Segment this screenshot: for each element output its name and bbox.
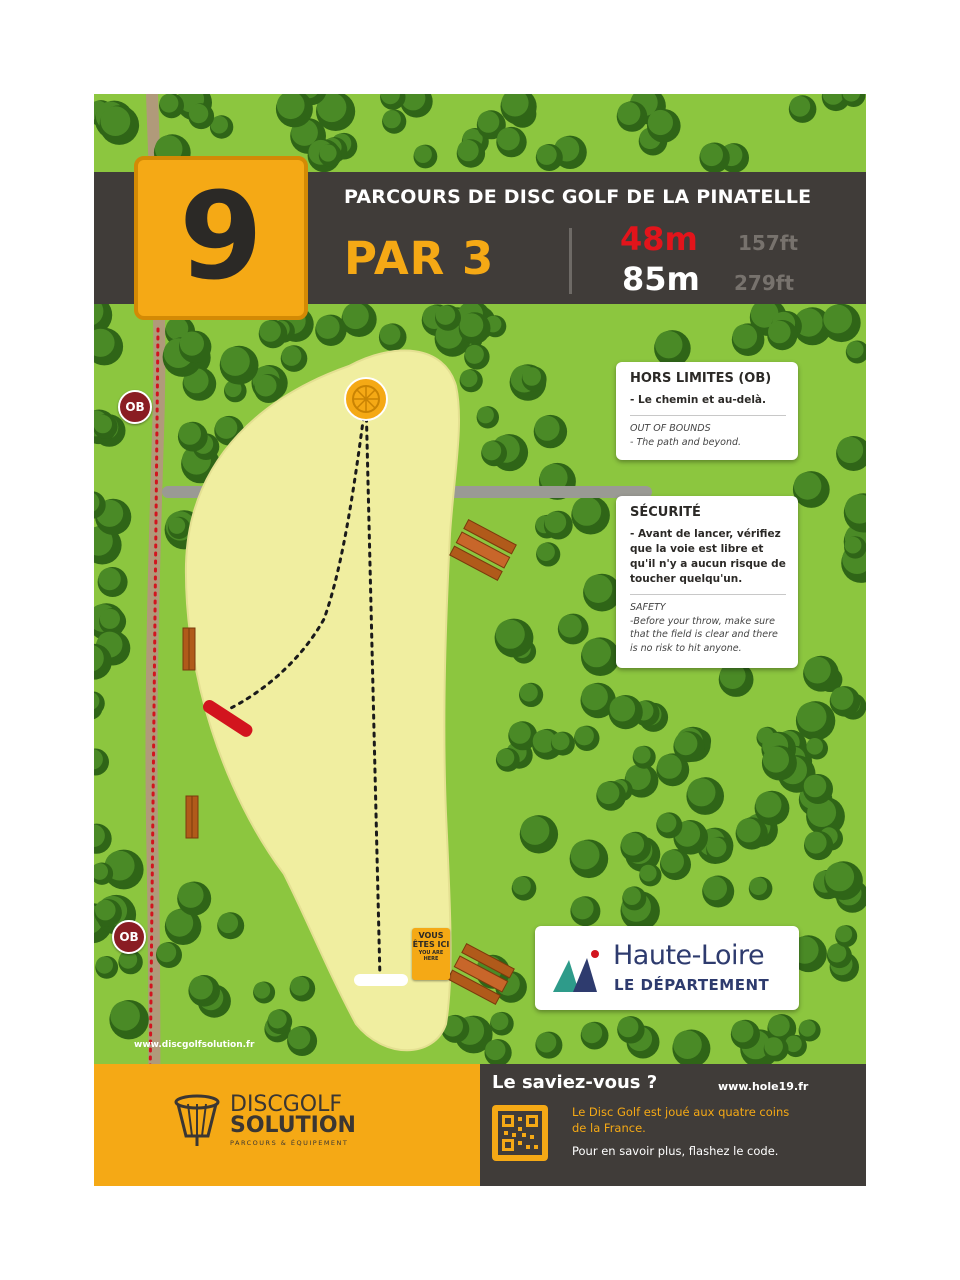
tree-highlight xyxy=(581,1022,602,1043)
tree-highlight xyxy=(703,876,727,900)
footer-heading: Le saviez-vous ? xyxy=(492,1072,658,1093)
tree-highlight xyxy=(763,746,789,772)
tree-highlight xyxy=(189,104,208,123)
tree-highlight xyxy=(179,422,201,444)
tree-highlight xyxy=(255,375,277,397)
tree-highlight xyxy=(552,732,570,750)
tree-highlight xyxy=(414,145,432,163)
footer-info-panel xyxy=(480,1064,866,1186)
tree-highlight xyxy=(707,838,727,858)
tree-highlight xyxy=(215,417,237,439)
tree-highlight xyxy=(465,345,484,364)
qr-code-icon xyxy=(492,1105,548,1161)
tree-highlight xyxy=(673,1030,702,1059)
qr-code[interactable] xyxy=(492,1105,548,1161)
tree-highlight xyxy=(700,143,723,166)
fact-text: Le Disc Golf est joué aux quatre coins de la France. xyxy=(572,1105,790,1135)
hole-number-badge xyxy=(134,156,308,320)
tree-highlight xyxy=(831,687,854,710)
tree-highlight xyxy=(657,813,676,832)
tree-highlight xyxy=(268,1010,287,1029)
safety-card-title-en: SAFETY xyxy=(630,602,666,613)
discgolf-basket-logo-icon xyxy=(174,1092,220,1148)
ob-card-divider xyxy=(630,415,786,416)
safety-card-title: SÉCURITÉ xyxy=(630,505,701,520)
tree-highlight xyxy=(674,732,697,755)
tree-highlight xyxy=(572,497,601,526)
tree-highlight xyxy=(521,816,550,845)
tree-highlight xyxy=(94,415,112,433)
tree-highlight xyxy=(522,367,541,386)
tree-highlight xyxy=(110,1001,140,1031)
tree-highlight xyxy=(491,1012,509,1030)
tree-highlight xyxy=(823,305,852,334)
ob-card-title: HORS LIMITES (OB) xyxy=(630,371,772,386)
tree-highlight xyxy=(633,746,650,763)
hole-number: 9 xyxy=(179,168,263,307)
tree-highlight xyxy=(290,977,309,996)
tree-highlight xyxy=(617,102,640,125)
tree-highlight xyxy=(457,140,478,161)
tree-highlight xyxy=(535,416,560,441)
tree-highlight xyxy=(575,726,594,745)
bench-2 xyxy=(186,796,198,838)
tree-highlight xyxy=(581,684,608,711)
cta-text: Pour en savoir plus, flashez le code. xyxy=(572,1144,779,1158)
par-label: PAR 3 xyxy=(344,232,495,285)
tree-highlight xyxy=(221,347,250,376)
tree-highlight xyxy=(621,833,644,856)
tree-highlight xyxy=(478,111,500,133)
tree-highlight xyxy=(157,943,177,963)
tree-highlight xyxy=(169,517,186,534)
tree-highlight xyxy=(571,897,593,919)
brand-line2: SOLUTION xyxy=(230,1113,356,1138)
tree-highlight xyxy=(836,926,853,943)
ob-card-text-en: - The path and beyond. xyxy=(630,436,742,448)
tree-highlight xyxy=(545,512,567,534)
tree-highlight xyxy=(648,110,673,135)
tree-highlight xyxy=(496,620,525,649)
tree-highlight xyxy=(768,321,791,344)
tree-highlight xyxy=(623,887,641,905)
tree-highlight xyxy=(178,882,204,908)
tree-highlight xyxy=(657,754,682,779)
tree-highlight xyxy=(794,472,822,500)
tree-highlight xyxy=(571,840,600,869)
sponsor-name: Haute-Loire xyxy=(613,940,765,971)
basket-icon xyxy=(345,378,387,420)
brand-tagline: PARCOURS & ÉQUIPEMENT xyxy=(230,1139,349,1147)
tree-highlight xyxy=(96,957,113,974)
tree-highlight xyxy=(180,332,204,356)
tree-highlight xyxy=(520,683,538,701)
ob-card-text-fr: - Le chemin et au-delà. xyxy=(630,394,766,406)
safety-card-divider xyxy=(630,594,786,595)
tree-highlight xyxy=(661,850,684,873)
tree-highlight xyxy=(806,738,823,755)
distance-short-m: 48m xyxy=(620,220,698,258)
tree-highlight xyxy=(797,702,827,732)
footer-brand-panel xyxy=(94,1064,480,1186)
tree-highlight xyxy=(790,96,811,117)
tree-highlight xyxy=(497,749,515,767)
tree-highlight xyxy=(537,145,557,165)
tree-highlight xyxy=(618,1017,639,1038)
tree-highlight xyxy=(804,775,827,798)
tree-highlight xyxy=(733,324,758,349)
tree-highlight xyxy=(482,441,501,460)
tree-highlight xyxy=(259,320,281,342)
tree-highlight xyxy=(319,144,336,161)
tree-highlight xyxy=(316,315,340,339)
safety-card-text-en: -Before your throw, make sure that the field is clear and there is no risk to hit anyone. xyxy=(630,615,778,654)
sponsor-subtitle: LE DÉPARTEMENT xyxy=(614,976,770,994)
tree-highlight xyxy=(342,303,368,329)
out-of-bounds-card xyxy=(616,362,798,460)
distance-long-ft: 279ft xyxy=(734,271,795,295)
tree-highlight xyxy=(756,792,782,818)
tree-highlight xyxy=(512,877,530,895)
tree-highlight xyxy=(610,696,636,722)
tree-highlight xyxy=(805,832,827,854)
you-are-here-fr: VOUS ÊTES ICI xyxy=(412,931,450,949)
course-title: PARCOURS DE DISC GOLF DE LA PINATELLE xyxy=(344,186,812,208)
tree-highlight xyxy=(477,407,494,424)
tree-highlight xyxy=(254,982,271,999)
tree-highlight xyxy=(497,128,520,151)
tree-highlight xyxy=(380,324,401,345)
ob-marker-bottom: OB xyxy=(112,920,146,954)
tree-highlight xyxy=(537,543,555,561)
tree-highlight xyxy=(584,575,612,603)
tree-highlight xyxy=(732,1020,754,1042)
tree-highlight xyxy=(825,862,854,891)
tree-highlight xyxy=(460,370,477,387)
tree-highlight xyxy=(436,305,456,325)
tree-highlight xyxy=(460,313,484,337)
tree-highlight xyxy=(837,437,863,463)
distance-short-ft: 157ft xyxy=(738,231,799,255)
tree-highlight xyxy=(764,1037,783,1056)
tree-highlight xyxy=(101,106,131,136)
tree-highlight xyxy=(509,722,531,744)
tree-highlight xyxy=(655,331,682,358)
ob-marker-top: OB xyxy=(118,390,152,424)
tree-highlight xyxy=(559,615,582,638)
haute-loire-logo xyxy=(535,926,799,1010)
tree-highlight xyxy=(189,976,213,1000)
ob-card-title-en: OUT OF BOUNDS xyxy=(630,423,711,434)
haute-loire-emblem-icon xyxy=(549,940,609,1000)
distance-long-m: 85m xyxy=(622,260,700,298)
tree-highlight xyxy=(383,110,401,128)
tree-highlight xyxy=(218,913,238,933)
tree-highlight xyxy=(485,1040,505,1060)
tree-highlight xyxy=(845,537,862,554)
tree-highlight xyxy=(288,1027,310,1049)
discgolfsolution-url: www.discgolfsolution.fr xyxy=(134,1040,255,1050)
tree-highlight xyxy=(100,609,120,629)
tree-highlight xyxy=(846,341,863,358)
you-are-here-en: YOU ARE HERE xyxy=(418,950,444,962)
header-divider xyxy=(569,228,572,294)
tree-highlight xyxy=(687,778,715,806)
tree-highlight xyxy=(582,638,611,667)
tree-highlight xyxy=(736,818,760,842)
tree-highlight xyxy=(597,782,619,804)
tree-highlight xyxy=(768,1015,790,1037)
brand-name xyxy=(230,1094,356,1136)
safety-card-text-fr: - Avant de lancer, vérifiez que la voie est libre et qu'il n'y a aucun risque de toucher quelqu'un. xyxy=(630,528,786,585)
bench-1 xyxy=(183,628,195,670)
tree-highlight xyxy=(95,900,116,921)
brand-line1: DISCGOLF xyxy=(230,1092,343,1117)
tree-highlight xyxy=(281,346,301,366)
tree-highlight xyxy=(799,1020,816,1037)
hole19-url: www.hole19.fr xyxy=(718,1080,809,1093)
safety-card xyxy=(616,496,798,668)
tree-highlight xyxy=(640,865,657,882)
tree-highlight xyxy=(98,568,120,590)
you-are-here-marker xyxy=(412,928,450,980)
tree-highlight xyxy=(804,657,831,684)
tee-pad xyxy=(354,974,408,986)
tree-highlight xyxy=(160,94,179,113)
tree-highlight xyxy=(749,877,767,895)
hole-sign xyxy=(94,94,866,1186)
tree-highlight xyxy=(536,1032,556,1052)
